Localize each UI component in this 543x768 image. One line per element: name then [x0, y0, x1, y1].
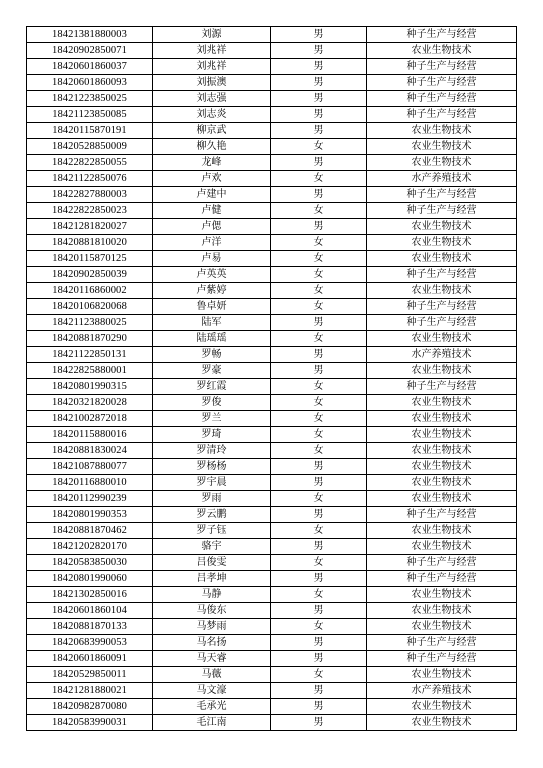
student-major-cell: 农业生物技术: [367, 619, 517, 635]
student-sex-cell: 男: [271, 475, 367, 491]
student-name-cell: 卢建中: [153, 187, 271, 203]
student-sex-cell: 男: [271, 75, 367, 91]
student-name-cell: 卢偲: [153, 219, 271, 235]
student-name-cell: 马天睿: [153, 651, 271, 667]
student-name-cell: 马名扬: [153, 635, 271, 651]
student-major-cell: 农业生物技术: [367, 491, 517, 507]
student-sex-cell: 女: [271, 299, 367, 315]
student-sex-cell: 男: [271, 27, 367, 43]
student-id-cell: 18420112990239: [27, 491, 153, 507]
student-id-cell: 18420116860002: [27, 283, 153, 299]
student-name-cell: 刘志强: [153, 91, 271, 107]
student-roster-table: [26, 26, 517, 731]
student-id-cell: 18420881830024: [27, 443, 153, 459]
table-row: [27, 75, 517, 91]
student-major-cell: 农业生物技术: [367, 699, 517, 715]
student-sex-cell: 男: [271, 187, 367, 203]
student-id-cell: 18420529850011: [27, 667, 153, 683]
student-sex-cell: 女: [271, 619, 367, 635]
student-sex-cell: 男: [271, 91, 367, 107]
table-row: [27, 491, 517, 507]
student-major-cell: 种子生产与经营: [367, 203, 517, 219]
student-sex-cell: 男: [271, 123, 367, 139]
student-name-cell: 卢洋: [153, 235, 271, 251]
student-sex-cell: 男: [271, 571, 367, 587]
student-id-cell: 18420982870080: [27, 699, 153, 715]
table-row: [27, 235, 517, 251]
student-name-cell: 马梦雨: [153, 619, 271, 635]
student-major-cell: 农业生物技术: [367, 715, 517, 731]
student-sex-cell: 男: [271, 651, 367, 667]
student-id-cell: 18421122850131: [27, 347, 153, 363]
table-row: [27, 715, 517, 731]
student-major-cell: 农业生物技术: [367, 667, 517, 683]
student-name-cell: 罗清玲: [153, 443, 271, 459]
student-sex-cell: 男: [271, 459, 367, 475]
student-id-cell: 18421281880021: [27, 683, 153, 699]
student-major-cell: 种子生产与经营: [367, 651, 517, 667]
student-name-cell: 刘志炎: [153, 107, 271, 123]
student-major-cell: 种子生产与经营: [367, 635, 517, 651]
student-name-cell: 卢健: [153, 203, 271, 219]
student-name-cell: 柳久艳: [153, 139, 271, 155]
student-id-cell: 18422822850055: [27, 155, 153, 171]
student-major-cell: 农业生物技术: [367, 43, 517, 59]
student-id-cell: 18420601860104: [27, 603, 153, 619]
student-major-cell: 种子生产与经营: [367, 107, 517, 123]
table-row: [27, 475, 517, 491]
student-sex-cell: 男: [271, 219, 367, 235]
table-row: [27, 267, 517, 283]
student-sex-cell: 男: [271, 107, 367, 123]
student-id-cell: 18421381880003: [27, 27, 153, 43]
student-id-cell: 18420115870191: [27, 123, 153, 139]
student-name-cell: 卢紫婷: [153, 283, 271, 299]
student-name-cell: 罗杨杨: [153, 459, 271, 475]
student-id-cell: 18421087880077: [27, 459, 153, 475]
student-sex-cell: 男: [271, 539, 367, 555]
student-sex-cell: 女: [271, 139, 367, 155]
table-row: [27, 603, 517, 619]
student-sex-cell: 男: [271, 683, 367, 699]
table-row: [27, 635, 517, 651]
student-sex-cell: 女: [271, 491, 367, 507]
student-name-cell: 骆宇: [153, 539, 271, 555]
student-major-cell: 农业生物技术: [367, 443, 517, 459]
student-sex-cell: 男: [271, 43, 367, 59]
student-id-cell: 18420321820028: [27, 395, 153, 411]
student-major-cell: 农业生物技术: [367, 459, 517, 475]
student-name-cell: 罗琦: [153, 427, 271, 443]
student-sex-cell: 女: [271, 331, 367, 347]
student-major-cell: 农业生物技术: [367, 139, 517, 155]
student-id-cell: 18420801990060: [27, 571, 153, 587]
table-row: [27, 347, 517, 363]
table-row: [27, 571, 517, 587]
table-row: [27, 699, 517, 715]
student-major-cell: 农业生物技术: [367, 363, 517, 379]
student-major-cell: 农业生物技术: [367, 235, 517, 251]
student-name-cell: 刘兆祥: [153, 59, 271, 75]
table-row: [27, 43, 517, 59]
student-sex-cell: 女: [271, 443, 367, 459]
student-sex-cell: 女: [271, 523, 367, 539]
student-major-cell: 种子生产与经营: [367, 91, 517, 107]
student-id-cell: 18420902850071: [27, 43, 153, 59]
table-row: [27, 619, 517, 635]
student-id-cell: 18420881870133: [27, 619, 153, 635]
table-row: [27, 331, 517, 347]
student-name-cell: 马文濠: [153, 683, 271, 699]
student-id-cell: 18421122850076: [27, 171, 153, 187]
student-name-cell: 罗畅: [153, 347, 271, 363]
student-major-cell: 农业生物技术: [367, 411, 517, 427]
student-id-cell: 18420583990031: [27, 715, 153, 731]
student-name-cell: 罗子钰: [153, 523, 271, 539]
student-sex-cell: 男: [271, 699, 367, 715]
table-row: [27, 187, 517, 203]
table-row: [27, 91, 517, 107]
student-name-cell: 罗宇晨: [153, 475, 271, 491]
table-row: [27, 651, 517, 667]
student-name-cell: 马俊东: [153, 603, 271, 619]
student-sex-cell: 女: [271, 171, 367, 187]
student-id-cell: 18420801990315: [27, 379, 153, 395]
student-major-cell: 农业生物技术: [367, 395, 517, 411]
table-row: [27, 443, 517, 459]
student-id-cell: 18420601860037: [27, 59, 153, 75]
table-row: [27, 251, 517, 267]
student-sex-cell: 男: [271, 635, 367, 651]
student-name-cell: 卢易: [153, 251, 271, 267]
table-row: [27, 139, 517, 155]
student-major-cell: 种子生产与经营: [367, 27, 517, 43]
student-id-cell: 18420106820068: [27, 299, 153, 315]
student-id-cell: 18420881870462: [27, 523, 153, 539]
student-id-cell: 18422827880003: [27, 187, 153, 203]
student-name-cell: 马静: [153, 587, 271, 603]
student-id-cell: 18421002872018: [27, 411, 153, 427]
student-name-cell: 鲁卓妍: [153, 299, 271, 315]
student-id-cell: 18420115880016: [27, 427, 153, 443]
student-name-cell: 毛江南: [153, 715, 271, 731]
student-sex-cell: 男: [271, 315, 367, 331]
student-name-cell: 龙峰: [153, 155, 271, 171]
table-row: [27, 299, 517, 315]
student-id-cell: 18420601860093: [27, 75, 153, 91]
table-row: [27, 507, 517, 523]
student-major-cell: 农业生物技术: [367, 523, 517, 539]
student-id-cell: 18420116880010: [27, 475, 153, 491]
student-major-cell: 水产养殖技术: [367, 171, 517, 187]
student-id-cell: 18420583850030: [27, 555, 153, 571]
student-major-cell: 农业生物技术: [367, 219, 517, 235]
table-row: [27, 171, 517, 187]
student-sex-cell: 男: [271, 603, 367, 619]
table-row: [27, 395, 517, 411]
table-row: [27, 667, 517, 683]
student-major-cell: 种子生产与经营: [367, 315, 517, 331]
student-major-cell: 农业生物技术: [367, 283, 517, 299]
table-row: [27, 123, 517, 139]
student-id-cell: 18421123850085: [27, 107, 153, 123]
student-sex-cell: 男: [271, 347, 367, 363]
student-name-cell: 罗兰: [153, 411, 271, 427]
student-sex-cell: 男: [271, 715, 367, 731]
student-sex-cell: 女: [271, 587, 367, 603]
table-row: [27, 411, 517, 427]
student-id-cell: 18421202820170: [27, 539, 153, 555]
student-major-cell: 种子生产与经营: [367, 507, 517, 523]
student-major-cell: 种子生产与经营: [367, 187, 517, 203]
table-row: [27, 555, 517, 571]
student-major-cell: 农业生物技术: [367, 427, 517, 443]
student-name-cell: 刘振澳: [153, 75, 271, 91]
student-sex-cell: 女: [271, 203, 367, 219]
table-row: [27, 203, 517, 219]
student-id-cell: 18421223850025: [27, 91, 153, 107]
student-name-cell: 罗雨: [153, 491, 271, 507]
student-id-cell: 18421281820027: [27, 219, 153, 235]
student-name-cell: 柳京武: [153, 123, 271, 139]
student-name-cell: 罗红霞: [153, 379, 271, 395]
student-id-cell: 18420881870290: [27, 331, 153, 347]
student-major-cell: 种子生产与经营: [367, 571, 517, 587]
student-major-cell: 农业生物技术: [367, 587, 517, 603]
table-row: [27, 27, 517, 43]
student-major-cell: 种子生产与经营: [367, 267, 517, 283]
student-id-cell: 18422822850023: [27, 203, 153, 219]
table-row: [27, 539, 517, 555]
student-major-cell: 农业生物技术: [367, 475, 517, 491]
student-id-cell: 18420528850009: [27, 139, 153, 155]
student-major-cell: 种子生产与经营: [367, 299, 517, 315]
student-id-cell: 18421302850016: [27, 587, 153, 603]
table-row: [27, 363, 517, 379]
student-name-cell: 罗俊: [153, 395, 271, 411]
table-row: [27, 587, 517, 603]
student-major-cell: 农业生物技术: [367, 123, 517, 139]
student-sex-cell: 男: [271, 363, 367, 379]
table-row: [27, 155, 517, 171]
table-row: [27, 283, 517, 299]
student-sex-cell: 男: [271, 59, 367, 75]
table-row: [27, 523, 517, 539]
student-major-cell: 农业生物技术: [367, 331, 517, 347]
student-name-cell: 吕孝坤: [153, 571, 271, 587]
table-row: [27, 379, 517, 395]
student-name-cell: 陆瑶瑶: [153, 331, 271, 347]
student-major-cell: 水产养殖技术: [367, 683, 517, 699]
table-row: [27, 107, 517, 123]
student-name-cell: 刘兆祥: [153, 43, 271, 59]
table-row: [27, 459, 517, 475]
student-major-cell: 种子生产与经营: [367, 75, 517, 91]
student-name-cell: 马薇: [153, 667, 271, 683]
student-major-cell: 农业生物技术: [367, 155, 517, 171]
student-name-cell: 罗豪: [153, 363, 271, 379]
student-name-cell: 罗云鹏: [153, 507, 271, 523]
student-sex-cell: 女: [271, 251, 367, 267]
student-sex-cell: 女: [271, 267, 367, 283]
student-id-cell: 18420115870125: [27, 251, 153, 267]
student-major-cell: 农业生物技术: [367, 603, 517, 619]
table-row: [27, 683, 517, 699]
student-major-cell: 种子生产与经营: [367, 555, 517, 571]
student-major-cell: 农业生物技术: [367, 539, 517, 555]
student-id-cell: 18421123880025: [27, 315, 153, 331]
student-major-cell: 水产养殖技术: [367, 347, 517, 363]
student-sex-cell: 女: [271, 555, 367, 571]
student-major-cell: 种子生产与经营: [367, 59, 517, 75]
student-name-cell: 毛承光: [153, 699, 271, 715]
student-major-cell: 农业生物技术: [367, 251, 517, 267]
table-row: [27, 59, 517, 75]
student-sex-cell: 男: [271, 155, 367, 171]
student-name-cell: 卢英英: [153, 267, 271, 283]
student-id-cell: 18420601860091: [27, 651, 153, 667]
student-sex-cell: 女: [271, 283, 367, 299]
roster-body: [27, 27, 517, 731]
student-sex-cell: 女: [271, 411, 367, 427]
table-row: [27, 427, 517, 443]
student-id-cell: 18420902850039: [27, 267, 153, 283]
student-major-cell: 种子生产与经营: [367, 379, 517, 395]
student-id-cell: 18420801990353: [27, 507, 153, 523]
student-sex-cell: 女: [271, 667, 367, 683]
student-name-cell: 陆军: [153, 315, 271, 331]
table-row: [27, 315, 517, 331]
student-sex-cell: 女: [271, 395, 367, 411]
student-name-cell: 刘源: [153, 27, 271, 43]
student-id-cell: 18422825880001: [27, 363, 153, 379]
student-id-cell: 18420683990053: [27, 635, 153, 651]
student-sex-cell: 女: [271, 427, 367, 443]
student-sex-cell: 女: [271, 379, 367, 395]
student-id-cell: 18420881810020: [27, 235, 153, 251]
student-name-cell: 卢欢: [153, 171, 271, 187]
student-sex-cell: 女: [271, 235, 367, 251]
student-sex-cell: 男: [271, 507, 367, 523]
student-name-cell: 吕俊雯: [153, 555, 271, 571]
table-row: [27, 219, 517, 235]
